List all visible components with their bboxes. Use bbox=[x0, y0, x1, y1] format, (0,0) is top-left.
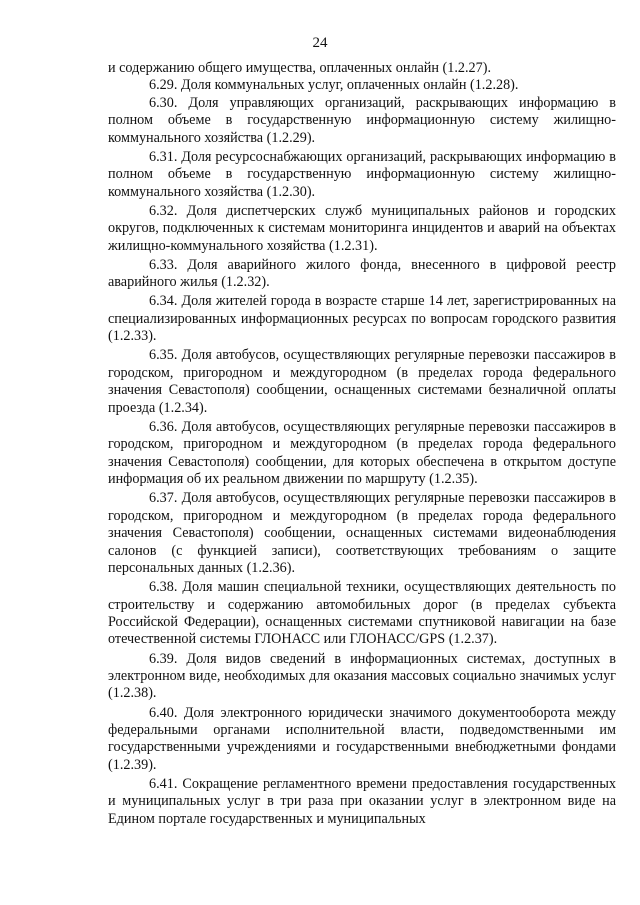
paragraph-text: Доля машин специальной техники, осуществляющих деятельность по строительству и содержанию автомобильных дорог (в пределах субъекта Российской Федерации), оснащенных системами спутниковой навигации на базе отечественной системы ГЛОНАСС или ГЛОНАСС/GPS (1.2.37). bbox=[108, 579, 616, 648]
paragraph-number: 6.39. bbox=[149, 650, 178, 667]
paragraph-text: Доля ресурсоснабжающих организаций, раскрывающих информацию в полном объеме в государственную информационную систему жилищно-коммунального хозяйства (1.2.30). bbox=[108, 148, 616, 200]
paragraph-text: Доля аварийного жилого фонда, внесенного в цифровой реестр аварийного жилья (1.2.32). bbox=[108, 256, 616, 291]
paragraph-6-29 bbox=[108, 77, 616, 94]
paragraph-6-33 bbox=[108, 257, 616, 292]
paragraph-6-32 bbox=[108, 203, 616, 255]
paragraph-6-40 bbox=[108, 705, 616, 775]
paragraph-number: 6.41. bbox=[149, 776, 178, 793]
paragraph-number: 6.33. bbox=[149, 256, 178, 273]
paragraph-6-37 bbox=[108, 490, 616, 577]
paragraph-number: 6.31. bbox=[149, 148, 178, 165]
paragraph-text: Доля жителей города в возрасте старше 14 лет, зарегистрированных на специализированных информационных ресурсах по вопросам городского развития (1.2.33). bbox=[108, 293, 616, 345]
paragraph-6-41 bbox=[108, 776, 616, 828]
paragraph-number: 6.34. bbox=[149, 293, 178, 310]
paragraph-text: Доля видов сведений в информационных системах, доступных в электронном виде, необходимых для оказания массовых социально значимых услуг (1.2.38). bbox=[108, 650, 616, 702]
paragraph-text: Доля автобусов, осуществляющих регулярные перевозки пассажиров в городском, пригородном и междугородном (в пределах города федерального значения Севастополя) сообщении, оснащенных системами безналичной оплаты проезда (1.2.34). bbox=[108, 347, 616, 416]
paragraph-text: и содержанию общего имущества, оплаченных онлайн (1.2.27). bbox=[108, 60, 491, 76]
paragraph-number: 6.37. bbox=[149, 490, 178, 507]
paragraph-6-35 bbox=[108, 347, 616, 417]
paragraph-6-30 bbox=[108, 95, 616, 147]
paragraph-continuation bbox=[108, 60, 616, 77]
paragraph-text: Сокращение регламентного времени предоставления государственных и муниципальных услуг в три раза при оказании услуг в электронном виде на Едином портале государственных и муниципальных bbox=[108, 776, 616, 827]
paragraph-number: 6.29. bbox=[149, 77, 178, 94]
page-number: 24 bbox=[312, 35, 328, 51]
paragraph-number: 6.36. bbox=[149, 418, 178, 435]
paragraph-6-38 bbox=[108, 579, 616, 649]
paragraph-number: 6.38. bbox=[149, 579, 178, 596]
paragraph-text: Доля управляющих организаций, раскрывающих информацию в полном объеме в государственную информационную систему жилищно-коммунального хозяйства (1.2.29). bbox=[108, 94, 616, 146]
paragraph-number: 6.35. bbox=[149, 347, 178, 364]
paragraph-6-31 bbox=[108, 149, 616, 201]
paragraph-6-39 bbox=[108, 651, 616, 703]
paragraph-text: Доля диспетчерских служб муниципальных районов и городских округов, подключенных к системам мониторинга инцидентов и аварий на объектах жилищно-коммунального хозяйства (1.2.31). bbox=[108, 202, 616, 254]
paragraph-text: Доля автобусов, осуществляющих регулярные перевозки пассажиров в городском, пригородном и междугородном (в пределах города федерального значения Севастополя) сообщении, для которых обеспечена в открытом доступе информация об их реальном движении по маршруту (1.2.35). bbox=[108, 418, 616, 488]
paragraph-number: 6.30. bbox=[149, 94, 178, 111]
document-body bbox=[108, 60, 616, 828]
paragraph-number: 6.32. bbox=[149, 202, 178, 219]
paragraph-6-36 bbox=[108, 419, 616, 489]
paragraph-number: 6.40. bbox=[149, 704, 178, 721]
paragraph-text: Доля автобусов, осуществляющих регулярные перевозки пассажиров в городском, пригородном и междугородном (в пределах города федерального значения Севастополя) сообщении, оснащенных системами видеонаблюдения салонов (с функцией записи), соответствующих требованиям о защите персональных данных (1.2.36). bbox=[108, 490, 616, 576]
paragraph-text: Доля коммунальных услуг, оплаченных онлайн (1.2.28). bbox=[177, 77, 519, 94]
paragraph-6-34 bbox=[108, 293, 616, 345]
paragraph-text: Доля электронного юридически значимого документооборота между федеральными органами исполнительной власти, подведомственными им государственными учреждениями и государственными внебюджетными фондами (1.2.39). bbox=[108, 704, 616, 773]
